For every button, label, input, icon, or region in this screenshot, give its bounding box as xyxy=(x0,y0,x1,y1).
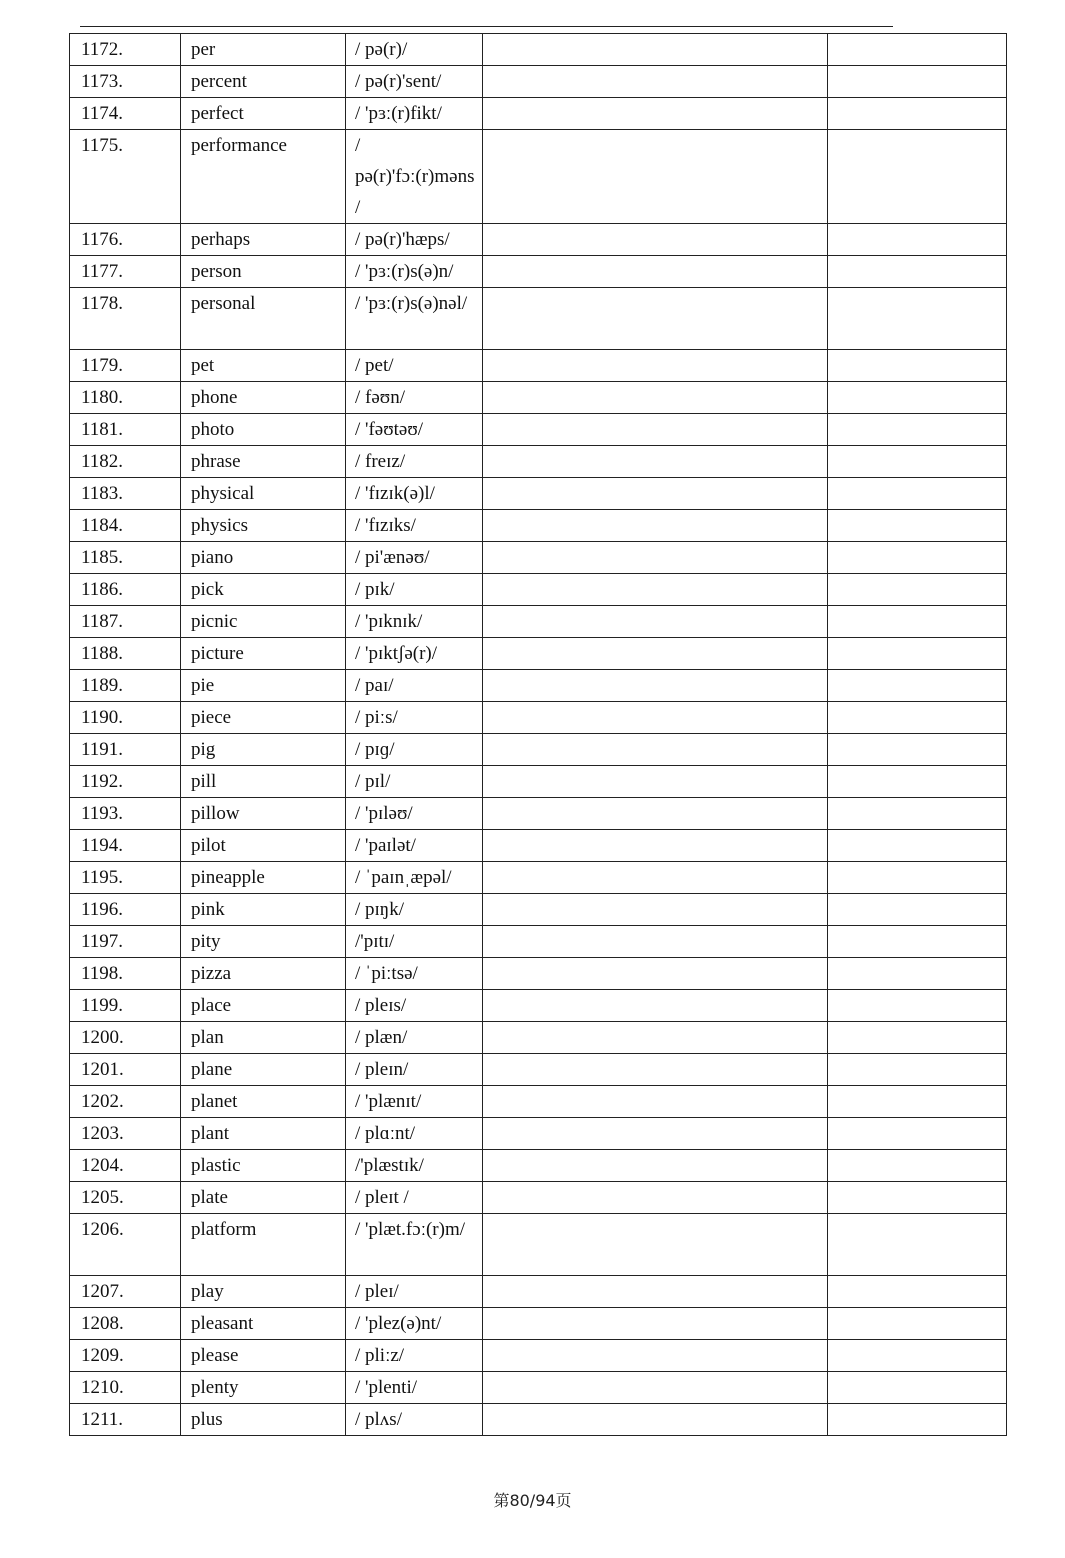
entry-number: 1200. xyxy=(70,1022,181,1054)
entry-note-blank xyxy=(828,1276,1007,1308)
entry-word: plenty xyxy=(181,1372,346,1404)
entry-phonetic-cell xyxy=(346,894,483,926)
entry-phonetic: / plɑːnt/ xyxy=(355,1123,416,1144)
entry-phonetic-cell xyxy=(346,414,483,446)
entry-word: physical xyxy=(181,478,346,510)
entry-meaning-blank xyxy=(483,98,828,130)
entry-phonetic-cell xyxy=(346,1022,483,1054)
entry-phonetic-cell xyxy=(346,1150,483,1182)
entry-word: pillow xyxy=(181,798,346,830)
entry-phonetic-cell xyxy=(346,66,483,98)
table-row xyxy=(70,606,1007,638)
entry-note-blank xyxy=(828,414,1007,446)
entry-note-blank xyxy=(828,130,1007,224)
entry-phonetic-cell xyxy=(346,926,483,958)
entry-phonetic-cell xyxy=(346,862,483,894)
entry-phonetic-cell xyxy=(346,1086,483,1118)
entry-meaning-blank xyxy=(483,446,828,478)
entry-meaning-blank xyxy=(483,638,828,670)
entry-number: 1203. xyxy=(70,1118,181,1150)
entry-number: 1189. xyxy=(70,670,181,702)
entry-number: 1183. xyxy=(70,478,181,510)
entry-number: 1210. xyxy=(70,1372,181,1404)
entry-phonetic: /'pɪtɪ/ xyxy=(355,931,395,952)
entry-meaning-blank xyxy=(483,926,828,958)
entry-phonetic-cell xyxy=(346,288,483,350)
entry-meaning-blank xyxy=(483,1372,828,1404)
entry-note-blank xyxy=(828,1372,1007,1404)
entry-note-blank xyxy=(828,638,1007,670)
entry-number: 1182. xyxy=(70,446,181,478)
entry-word: pink xyxy=(181,894,346,926)
table-row xyxy=(70,130,1007,224)
entry-note-blank xyxy=(828,382,1007,414)
entry-phonetic: / 'plenti/ xyxy=(355,1377,418,1398)
entry-phonetic: / 'plænɪt/ xyxy=(355,1091,422,1112)
table-row xyxy=(70,1054,1007,1086)
entry-meaning-blank xyxy=(483,1182,828,1214)
entry-meaning-blank xyxy=(483,798,828,830)
entry-meaning-blank xyxy=(483,1150,828,1182)
entry-meaning-blank xyxy=(483,350,828,382)
entry-note-blank xyxy=(828,1404,1007,1436)
entry-note-blank xyxy=(828,1150,1007,1182)
entry-number: 1187. xyxy=(70,606,181,638)
table-row xyxy=(70,702,1007,734)
entry-phonetic-cell xyxy=(346,446,483,478)
entry-number: 1184. xyxy=(70,510,181,542)
entry-meaning-blank xyxy=(483,288,828,350)
entry-phonetic: / 'pɪktʃə(r)/ xyxy=(355,643,438,664)
entry-phonetic-cell xyxy=(346,1182,483,1214)
entry-phonetic: / pleɪt / xyxy=(355,1187,409,1208)
vocabulary-table xyxy=(69,33,1007,1436)
entry-word: piece xyxy=(181,702,346,734)
entry-note-blank xyxy=(828,288,1007,350)
entry-note-blank xyxy=(828,958,1007,990)
entry-number: 1201. xyxy=(70,1054,181,1086)
entry-note-blank xyxy=(828,766,1007,798)
table-row xyxy=(70,256,1007,288)
table-row xyxy=(70,414,1007,446)
entry-phonetic: / fəʊn/ xyxy=(355,387,405,408)
entry-number: 1174. xyxy=(70,98,181,130)
entry-number: 1208. xyxy=(70,1308,181,1340)
entry-number: 1205. xyxy=(70,1182,181,1214)
entry-phonetic: / pə(r)'hæps/ xyxy=(355,229,450,250)
entry-word: piano xyxy=(181,542,346,574)
table-row xyxy=(70,478,1007,510)
entry-meaning-blank xyxy=(483,766,828,798)
entry-number: 1197. xyxy=(70,926,181,958)
entry-phonetic: / pɪɡ/ xyxy=(355,739,395,760)
entry-number: 1180. xyxy=(70,382,181,414)
entry-word: please xyxy=(181,1340,346,1372)
table-row xyxy=(70,958,1007,990)
entry-note-blank xyxy=(828,862,1007,894)
entry-word: percent xyxy=(181,66,346,98)
entry-word: pleasant xyxy=(181,1308,346,1340)
entry-number: 1207. xyxy=(70,1276,181,1308)
entry-phonetic-cell xyxy=(346,130,483,224)
entry-phonetic-cell xyxy=(346,542,483,574)
entry-phonetic-cell xyxy=(346,1276,483,1308)
entry-note-blank xyxy=(828,446,1007,478)
entry-meaning-blank xyxy=(483,1308,828,1340)
entry-meaning-blank xyxy=(483,958,828,990)
entry-phonetic-cell xyxy=(346,638,483,670)
entry-note-blank xyxy=(828,224,1007,256)
entry-number: 1195. xyxy=(70,862,181,894)
entry-meaning-blank xyxy=(483,894,828,926)
entry-phonetic-cell xyxy=(346,34,483,66)
entry-word: pick xyxy=(181,574,346,606)
entry-note-blank xyxy=(828,830,1007,862)
entry-phonetic: / pliːz/ xyxy=(355,1345,405,1366)
table-row xyxy=(70,734,1007,766)
entry-meaning-blank xyxy=(483,66,828,98)
table-row xyxy=(70,382,1007,414)
entry-phonetic: / pɪk/ xyxy=(355,579,395,600)
entry-phonetic-cell xyxy=(346,702,483,734)
table-row xyxy=(70,1182,1007,1214)
entry-word: plane xyxy=(181,1054,346,1086)
entry-phonetic: / 'paɪlət/ xyxy=(355,835,416,856)
entry-meaning-blank xyxy=(483,1086,828,1118)
entry-phonetic: / pə(r)'fɔː(r)məns/ xyxy=(355,135,475,218)
entry-meaning-blank xyxy=(483,830,828,862)
entry-meaning-blank xyxy=(483,1404,828,1436)
entry-meaning-blank xyxy=(483,862,828,894)
entry-number: 1191. xyxy=(70,734,181,766)
entry-phonetic: / freɪz/ xyxy=(355,451,406,472)
table-row xyxy=(70,990,1007,1022)
entry-word: plate xyxy=(181,1182,346,1214)
table-row xyxy=(70,350,1007,382)
entry-number: 1211. xyxy=(70,1404,181,1436)
entry-meaning-blank xyxy=(483,1340,828,1372)
entry-number: 1176. xyxy=(70,224,181,256)
entry-note-blank xyxy=(828,510,1007,542)
entry-phonetic: / 'pɜː(r)fikt/ xyxy=(355,103,442,124)
entry-note-blank xyxy=(828,670,1007,702)
table-row xyxy=(70,98,1007,130)
entry-word: pity xyxy=(181,926,346,958)
entry-note-blank xyxy=(828,1308,1007,1340)
entry-phonetic-cell xyxy=(346,670,483,702)
entry-phonetic: / pet/ xyxy=(355,355,394,376)
table-row xyxy=(70,542,1007,574)
entry-meaning-blank xyxy=(483,1054,828,1086)
entry-phonetic-cell xyxy=(346,224,483,256)
table-row xyxy=(70,1022,1007,1054)
entry-phonetic: / ˈpiːtsə/ xyxy=(355,963,418,984)
entry-note-blank xyxy=(828,256,1007,288)
entry-number: 1192. xyxy=(70,766,181,798)
page-number: 第80/94页 xyxy=(493,1491,572,1510)
entry-phonetic-cell xyxy=(346,1372,483,1404)
entry-word: pineapple xyxy=(181,862,346,894)
entry-phonetic-cell xyxy=(346,1054,483,1086)
entry-phonetic-cell xyxy=(346,382,483,414)
entry-number: 1188. xyxy=(70,638,181,670)
entry-word: picture xyxy=(181,638,346,670)
entry-meaning-blank xyxy=(483,130,828,224)
entry-word: physics xyxy=(181,510,346,542)
entry-phonetic-cell xyxy=(346,606,483,638)
entry-note-blank xyxy=(828,702,1007,734)
entry-note-blank xyxy=(828,894,1007,926)
entry-word: pizza xyxy=(181,958,346,990)
entry-note-blank xyxy=(828,1118,1007,1150)
entry-number: 1178. xyxy=(70,288,181,350)
entry-word: place xyxy=(181,990,346,1022)
entry-word: perfect xyxy=(181,98,346,130)
entry-number: 1177. xyxy=(70,256,181,288)
entry-meaning-blank xyxy=(483,34,828,66)
vocabulary-table-body xyxy=(70,34,1007,1436)
entry-word: perhaps xyxy=(181,224,346,256)
entry-word: pig xyxy=(181,734,346,766)
entry-phonetic-cell xyxy=(346,1340,483,1372)
entry-meaning-blank xyxy=(483,224,828,256)
entry-note-blank xyxy=(828,1182,1007,1214)
entry-phonetic: / pə(r)'sent/ xyxy=(355,71,442,92)
entry-phonetic-cell xyxy=(346,798,483,830)
table-row xyxy=(70,1404,1007,1436)
table-row xyxy=(70,926,1007,958)
entry-word: pill xyxy=(181,766,346,798)
entry-number: 1193. xyxy=(70,798,181,830)
entry-meaning-blank xyxy=(483,1276,828,1308)
entry-meaning-blank xyxy=(483,510,828,542)
entry-phonetic: / paɪ/ xyxy=(355,675,394,696)
table-row xyxy=(70,894,1007,926)
table-row xyxy=(70,798,1007,830)
table-row xyxy=(70,1150,1007,1182)
entry-phonetic: / pi'ænəʊ/ xyxy=(355,547,430,568)
entry-note-blank xyxy=(828,798,1007,830)
entry-phonetic-cell xyxy=(346,478,483,510)
entry-meaning-blank xyxy=(483,414,828,446)
table-row xyxy=(70,766,1007,798)
entry-number: 1199. xyxy=(70,990,181,1022)
entry-number: 1198. xyxy=(70,958,181,990)
entry-phonetic-cell xyxy=(346,510,483,542)
entry-word: personal xyxy=(181,288,346,350)
entry-word: plant xyxy=(181,1118,346,1150)
entry-note-blank xyxy=(828,34,1007,66)
entry-meaning-blank xyxy=(483,670,828,702)
entry-word: phone xyxy=(181,382,346,414)
entry-note-blank xyxy=(828,542,1007,574)
entry-phonetic-cell xyxy=(346,990,483,1022)
entry-phonetic-cell xyxy=(346,830,483,862)
entry-word: per xyxy=(181,34,346,66)
entry-meaning-blank xyxy=(483,1022,828,1054)
entry-phonetic: / 'pɜː(r)s(ə)n/ xyxy=(355,261,454,282)
table-row xyxy=(70,1086,1007,1118)
entry-number: 1206. xyxy=(70,1214,181,1276)
entry-word: pilot xyxy=(181,830,346,862)
entry-note-blank xyxy=(828,574,1007,606)
entry-phonetic-cell xyxy=(346,1214,483,1276)
entry-number: 1194. xyxy=(70,830,181,862)
entry-phonetic-cell xyxy=(346,958,483,990)
entry-number: 1190. xyxy=(70,702,181,734)
table-row xyxy=(70,1340,1007,1372)
entry-number: 1173. xyxy=(70,66,181,98)
entry-word: picnic xyxy=(181,606,346,638)
entry-note-blank xyxy=(828,1022,1007,1054)
table-row xyxy=(70,1372,1007,1404)
entry-phonetic-cell xyxy=(346,734,483,766)
entry-phonetic: / 'fəʊtəʊ/ xyxy=(355,419,424,440)
entry-note-blank xyxy=(828,478,1007,510)
table-row xyxy=(70,862,1007,894)
entry-phonetic-cell xyxy=(346,350,483,382)
entry-note-blank xyxy=(828,1054,1007,1086)
entry-phonetic: / 'fɪzɪks/ xyxy=(355,515,416,536)
entry-meaning-blank xyxy=(483,734,828,766)
entry-meaning-blank xyxy=(483,702,828,734)
table-row xyxy=(70,574,1007,606)
entry-phonetic: / pleɪs/ xyxy=(355,995,407,1016)
entry-phonetic: / 'pɪknɪk/ xyxy=(355,611,423,632)
entry-word: phrase xyxy=(181,446,346,478)
entry-word: play xyxy=(181,1276,346,1308)
entry-phonetic-cell xyxy=(346,1118,483,1150)
entry-note-blank xyxy=(828,350,1007,382)
table-row xyxy=(70,1118,1007,1150)
entry-note-blank xyxy=(828,1340,1007,1372)
entry-phonetic: / plæn/ xyxy=(355,1027,408,1048)
table-row xyxy=(70,1308,1007,1340)
table-row xyxy=(70,224,1007,256)
entry-phonetic: / pleɪ/ xyxy=(355,1281,399,1302)
entry-word: pet xyxy=(181,350,346,382)
entry-phonetic: / 'plæt.fɔː(r)m/ xyxy=(355,1219,466,1240)
entry-word: performance xyxy=(181,130,346,224)
entry-number: 1181. xyxy=(70,414,181,446)
entry-phonetic: / pɪl/ xyxy=(355,771,391,792)
entry-phonetic-cell xyxy=(346,1308,483,1340)
entry-meaning-blank xyxy=(483,574,828,606)
entry-number: 1175. xyxy=(70,130,181,224)
entry-phonetic: / piːs/ xyxy=(355,707,398,728)
entry-phonetic: / 'plez(ə)nt/ xyxy=(355,1313,442,1334)
table-row xyxy=(70,66,1007,98)
entry-number: 1204. xyxy=(70,1150,181,1182)
entry-meaning-blank xyxy=(483,542,828,574)
entry-word: plus xyxy=(181,1404,346,1436)
entry-phonetic: /'plæstɪk/ xyxy=(355,1155,424,1176)
entry-phonetic: / 'fɪzɪk(ə)l/ xyxy=(355,483,435,504)
entry-phonetic: / 'pɪləʊ/ xyxy=(355,803,413,824)
entry-word: photo xyxy=(181,414,346,446)
entry-meaning-blank xyxy=(483,1214,828,1276)
entry-word: platform xyxy=(181,1214,346,1276)
table-row xyxy=(70,670,1007,702)
entry-number: 1209. xyxy=(70,1340,181,1372)
entry-phonetic: / pleɪn/ xyxy=(355,1059,409,1080)
entry-phonetic-cell xyxy=(346,766,483,798)
entry-phonetic: / pə(r)/ xyxy=(355,39,408,60)
entry-number: 1202. xyxy=(70,1086,181,1118)
entry-note-blank xyxy=(828,734,1007,766)
entry-word: person xyxy=(181,256,346,288)
table-row xyxy=(70,1214,1007,1276)
entry-note-blank xyxy=(828,98,1007,130)
table-row xyxy=(70,830,1007,862)
entry-phonetic-cell xyxy=(346,98,483,130)
entry-number: 1196. xyxy=(70,894,181,926)
entry-word: plan xyxy=(181,1022,346,1054)
entry-meaning-blank xyxy=(483,382,828,414)
table-row xyxy=(70,446,1007,478)
table-row xyxy=(70,34,1007,66)
entry-meaning-blank xyxy=(483,1118,828,1150)
entry-number: 1186. xyxy=(70,574,181,606)
entry-note-blank xyxy=(828,926,1007,958)
table-row xyxy=(70,1276,1007,1308)
table-row xyxy=(70,288,1007,350)
entry-number: 1179. xyxy=(70,350,181,382)
table-row xyxy=(70,638,1007,670)
table-row xyxy=(70,510,1007,542)
entry-phonetic: / 'pɜː(r)s(ə)nəl/ xyxy=(355,293,468,314)
entry-phonetic-cell xyxy=(346,1404,483,1436)
entry-phonetic-cell xyxy=(346,256,483,288)
entry-meaning-blank xyxy=(483,478,828,510)
entry-phonetic: / pɪŋk/ xyxy=(355,899,404,920)
entry-word: pie xyxy=(181,670,346,702)
header-rule xyxy=(80,26,893,27)
entry-phonetic-cell xyxy=(346,574,483,606)
entry-note-blank xyxy=(828,1214,1007,1276)
entry-word: plastic xyxy=(181,1150,346,1182)
entry-note-blank xyxy=(828,66,1007,98)
entry-word: planet xyxy=(181,1086,346,1118)
entry-phonetic: / plʌs/ xyxy=(355,1409,402,1430)
entry-meaning-blank xyxy=(483,606,828,638)
entry-meaning-blank xyxy=(483,990,828,1022)
entry-meaning-blank xyxy=(483,256,828,288)
entry-phonetic: / ˈpaɪnˌæpəl/ xyxy=(355,867,452,888)
entry-note-blank xyxy=(828,606,1007,638)
entry-note-blank xyxy=(828,990,1007,1022)
entry-note-blank xyxy=(828,1086,1007,1118)
entry-number: 1185. xyxy=(70,542,181,574)
entry-number: 1172. xyxy=(70,34,181,66)
